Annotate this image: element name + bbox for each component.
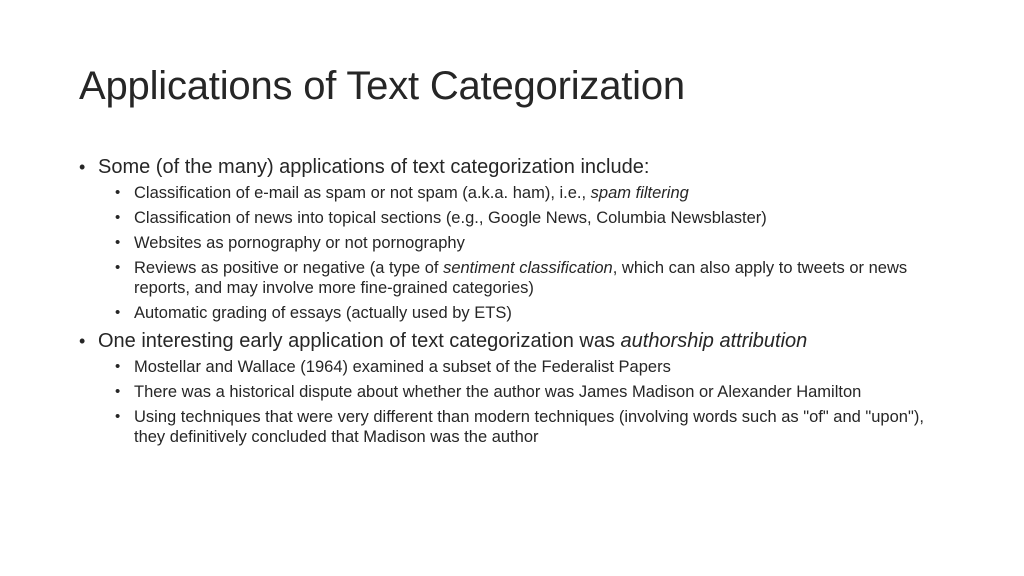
emphasis-text: authorship attribution: [620, 330, 808, 352]
sub-bullet-text: There was a historical dispute about whether the author was James Madison or Alexander Hamilton: [134, 383, 862, 401]
sub-bullet-icon: •: [115, 408, 121, 425]
sub-bullet-techniques: [115, 407, 959, 447]
bullet-point-authorship: [79, 328, 959, 447]
sub-bullet-essays: [115, 303, 959, 323]
bullet-icon: •: [79, 157, 86, 177]
bullet-list: [79, 154, 959, 452]
sub-bullet-icon: •: [115, 383, 121, 400]
bullet-icon: •: [79, 331, 86, 351]
sub-bullet-text: Websites as pornography or not pornography: [134, 234, 465, 252]
bullet-point-applications: [79, 154, 959, 323]
sub-bullet-text-continued: , which can also apply to tweets or news reports, and may involve more fine-grained categories): [134, 259, 908, 297]
sub-bullet-icon: •: [115, 184, 121, 201]
sub-bullet-list: [115, 357, 959, 447]
emphasis-text: sentiment classification: [443, 259, 613, 277]
sub-bullet-text: Automatic grading of essays (actually used by ETS): [134, 304, 512, 322]
slide-title: Applications of Text Categorization: [79, 64, 685, 108]
sub-bullet-text: Using techniques that were very different than modern techniques (involving words such as "of" and "upon"), they definitively concluded that Madison was the author: [134, 408, 924, 446]
sub-bullet-spam: [115, 183, 959, 203]
sub-bullet-text: Classification of e-mail as spam or not spam (a.k.a. ham), i.e.,: [134, 184, 591, 202]
bullet-text: One interesting early application of text categorization was: [98, 330, 621, 352]
sub-bullet-websites: [115, 233, 959, 253]
sub-bullet-text: Reviews as positive or negative (a type of: [134, 259, 444, 277]
bullet-text: Some (of the many) applications of text categorization include:: [98, 156, 650, 178]
sub-bullet-icon: •: [115, 234, 121, 251]
sub-bullet-text: Classification of news into topical sections (e.g., Google News, Columbia Newsblaster): [134, 209, 767, 227]
sub-bullet-text: Mostellar and Wallace (1964) examined a subset of the Federalist Papers: [134, 358, 671, 376]
sub-bullet-reviews: [115, 258, 959, 298]
emphasis-text: spam filtering: [590, 184, 689, 202]
sub-bullet-icon: •: [115, 358, 121, 375]
sub-bullet-icon: •: [115, 259, 121, 276]
sub-bullet-icon: •: [115, 304, 121, 321]
sub-bullet-mostellar: [115, 357, 959, 377]
sub-bullet-news: [115, 208, 959, 228]
sub-bullet-dispute: [115, 382, 959, 402]
sub-bullet-icon: •: [115, 209, 121, 226]
sub-bullet-list: [115, 183, 959, 323]
